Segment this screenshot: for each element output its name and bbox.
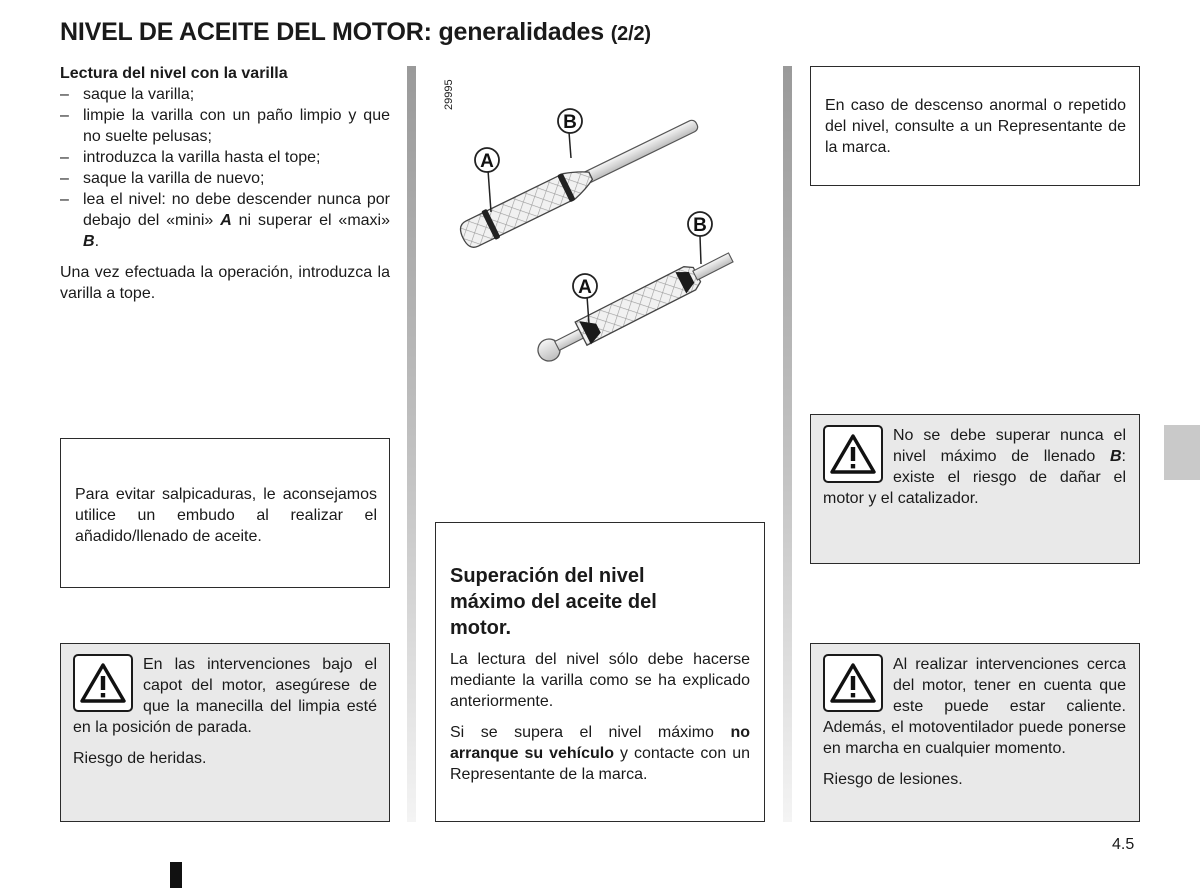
wiper-warning-risk: Riesgo de heridas. — [73, 750, 207, 767]
overfill-box — [435, 522, 765, 822]
step-item — [60, 189, 390, 252]
overfill-bold: no arranque su vehículo — [450, 724, 750, 762]
callout-a-label: A — [578, 277, 592, 298]
page-title-text: NIVEL DE ACEITE DEL MOTOR: generalidades — [60, 18, 604, 46]
mark-b: B — [83, 233, 95, 250]
wiper-warning-text: En las intervenciones bajo el capot del motor, asegúrese de que la manecilla del limpia esté en la posición de parada. — [73, 656, 377, 736]
hot-engine-warning-box — [810, 643, 1140, 822]
step-text: . — [94, 233, 100, 250]
column-divider-right — [783, 66, 792, 822]
mark-b: B — [1109, 448, 1122, 465]
step-item: – saque la varilla de nuevo; — [60, 168, 390, 189]
dipstick-reading-section — [60, 63, 390, 304]
mark-a: A — [220, 212, 232, 229]
max-level-warning-box — [810, 414, 1140, 564]
callout-b-label: B — [693, 215, 707, 236]
callout-b-label: B — [563, 112, 577, 133]
warning-triangle-icon — [823, 425, 883, 483]
max-warning-text: : existe el riesgo de dañar el motor y el catalizador. — [823, 448, 1126, 507]
overfill-paragraph — [450, 722, 750, 785]
callout-a-label: A — [480, 151, 494, 172]
after-text: Una vez efectuada la operación, introduzca la varilla a tope. — [60, 264, 390, 302]
funnel-note-box — [60, 438, 390, 588]
max-warning-text: No se debe superar nunca el nivel máximo de llenado — [893, 427, 1126, 465]
overfill-heading: Superación del nivel máximo del aceite del motor. — [450, 565, 657, 639]
hot-warning-text: Al realizar intervenciones cerca del motor, tener en cuenta que este puede estar caliente. Además, el motoventilador puede ponerse en marcha en cualquier momento. — [823, 656, 1126, 757]
crop-mark — [170, 862, 182, 888]
overfill-text: y contacte con un Representante de la marca. — [450, 745, 751, 783]
hot-warning-risk: Riesgo de lesiones. — [823, 771, 963, 788]
warning-triangle-icon — [823, 654, 883, 712]
warning-triangle-icon — [73, 654, 133, 712]
abnormal-drop-box — [810, 66, 1140, 186]
abnormal-drop-text: En caso de descenso anormal o repetido del nivel, consulte a un Representante de la marca. — [825, 97, 1126, 156]
overfill-text: Si se supera el nivel máximo — [450, 724, 731, 741]
dipstick-upper — [456, 110, 704, 253]
wiper-warning-box — [60, 643, 390, 822]
overfill-paragraph: La lectura del nivel sólo debe hacerse mediante la varilla como se ha explicado anteriormente. — [450, 651, 750, 710]
dipstick-lower — [533, 246, 737, 368]
step-item: – limpie la varilla con un paño limpio y que no suelte pelusas; — [60, 105, 390, 147]
page-number: 4.5 — [1112, 836, 1135, 853]
step-item: – saque la varilla; — [60, 84, 390, 105]
column-divider-left — [407, 66, 416, 822]
section-heading: Lectura del nivel con la varilla — [60, 65, 288, 82]
chapter-tab — [1164, 425, 1200, 480]
steps-list — [60, 84, 390, 252]
funnel-note-text: Para evitar salpicaduras, le aconsejamos utilice un embudo al realizar el añadido/llenado de aceite. — [75, 486, 377, 545]
page-title — [60, 18, 651, 47]
step-text: lea el nivel: no debe descender nunca por debajo del «mini» — [83, 191, 390, 229]
step-item: – introduzca la varilla hasta el tope; — [60, 147, 390, 168]
step-text: ni superar el «maxi» — [231, 212, 391, 229]
page-part-indicator: (2/2) — [610, 23, 651, 45]
figure-code: 29995 — [443, 79, 455, 110]
dipstick-illustration — [425, 66, 775, 386]
